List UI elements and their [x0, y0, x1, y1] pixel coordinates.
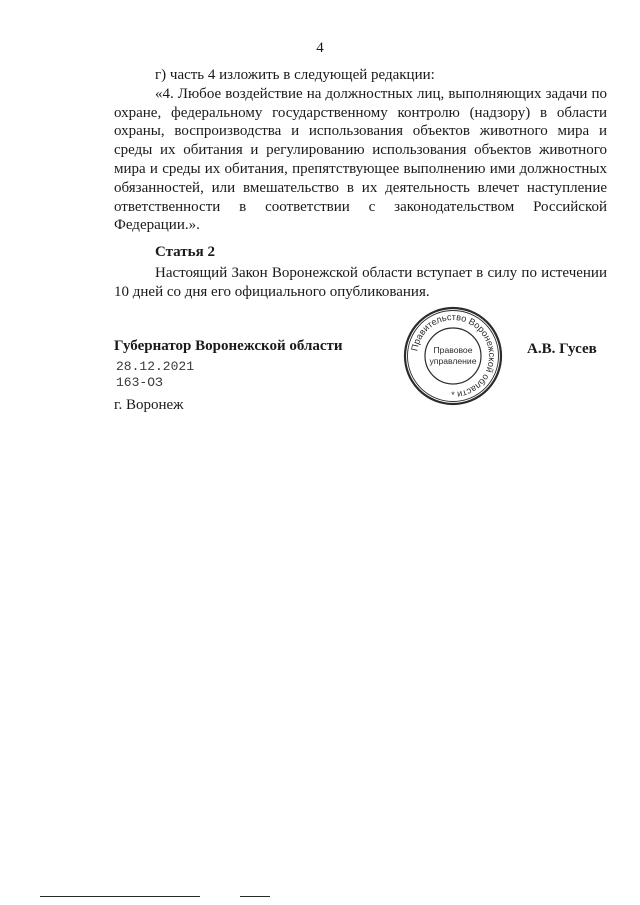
law-date: 28.12.2021 [116, 359, 195, 374]
document-body [114, 66, 607, 302]
signatory-name: А.В. Гусев [527, 341, 597, 357]
paragraph-effective-date: Настоящий Закон Воронежской области вступает в силу по истечении 10 дней со дня его официального опубликования. [114, 264, 607, 300]
stamp-star: * [451, 390, 455, 400]
law-number: 163-ОЗ [116, 375, 163, 390]
article-heading: Статья 2 [155, 244, 215, 261]
paragraph-amendment-intro: г) часть 4 изложить в следующей редакции: [155, 67, 435, 83]
official-stamp [402, 305, 504, 407]
stamp-seal-icon [402, 305, 504, 407]
footer-divider [40, 896, 200, 897]
stamp-line-1: Правовое [433, 345, 473, 355]
page-number: 4 [316, 40, 324, 56]
signatory-title: Губернатор Воронежской области [114, 338, 343, 354]
city-name: г. Воронеж [114, 397, 184, 413]
stamp-line-2: управление [429, 356, 477, 366]
footer-divider-short [240, 896, 270, 897]
stamp-ring-textpath: Правительство Воронежской области [409, 311, 498, 400]
paragraph-amendment-text: «4. Любое воздействие на должностных лиц, выполняющих задачи по охране, федеральному государственному контролю (надзору) в области охраны, воспроизводства и использования объектов животного мира и среды их обитания и регулированию использования объектов животного мира и среды их обитания, препятствующее выполнению ими должностных обязанностей, или вмешательство в их деятельность влечет наступление ответственности в соответствии с законодательством Российской Федерации.». [114, 85, 607, 234]
